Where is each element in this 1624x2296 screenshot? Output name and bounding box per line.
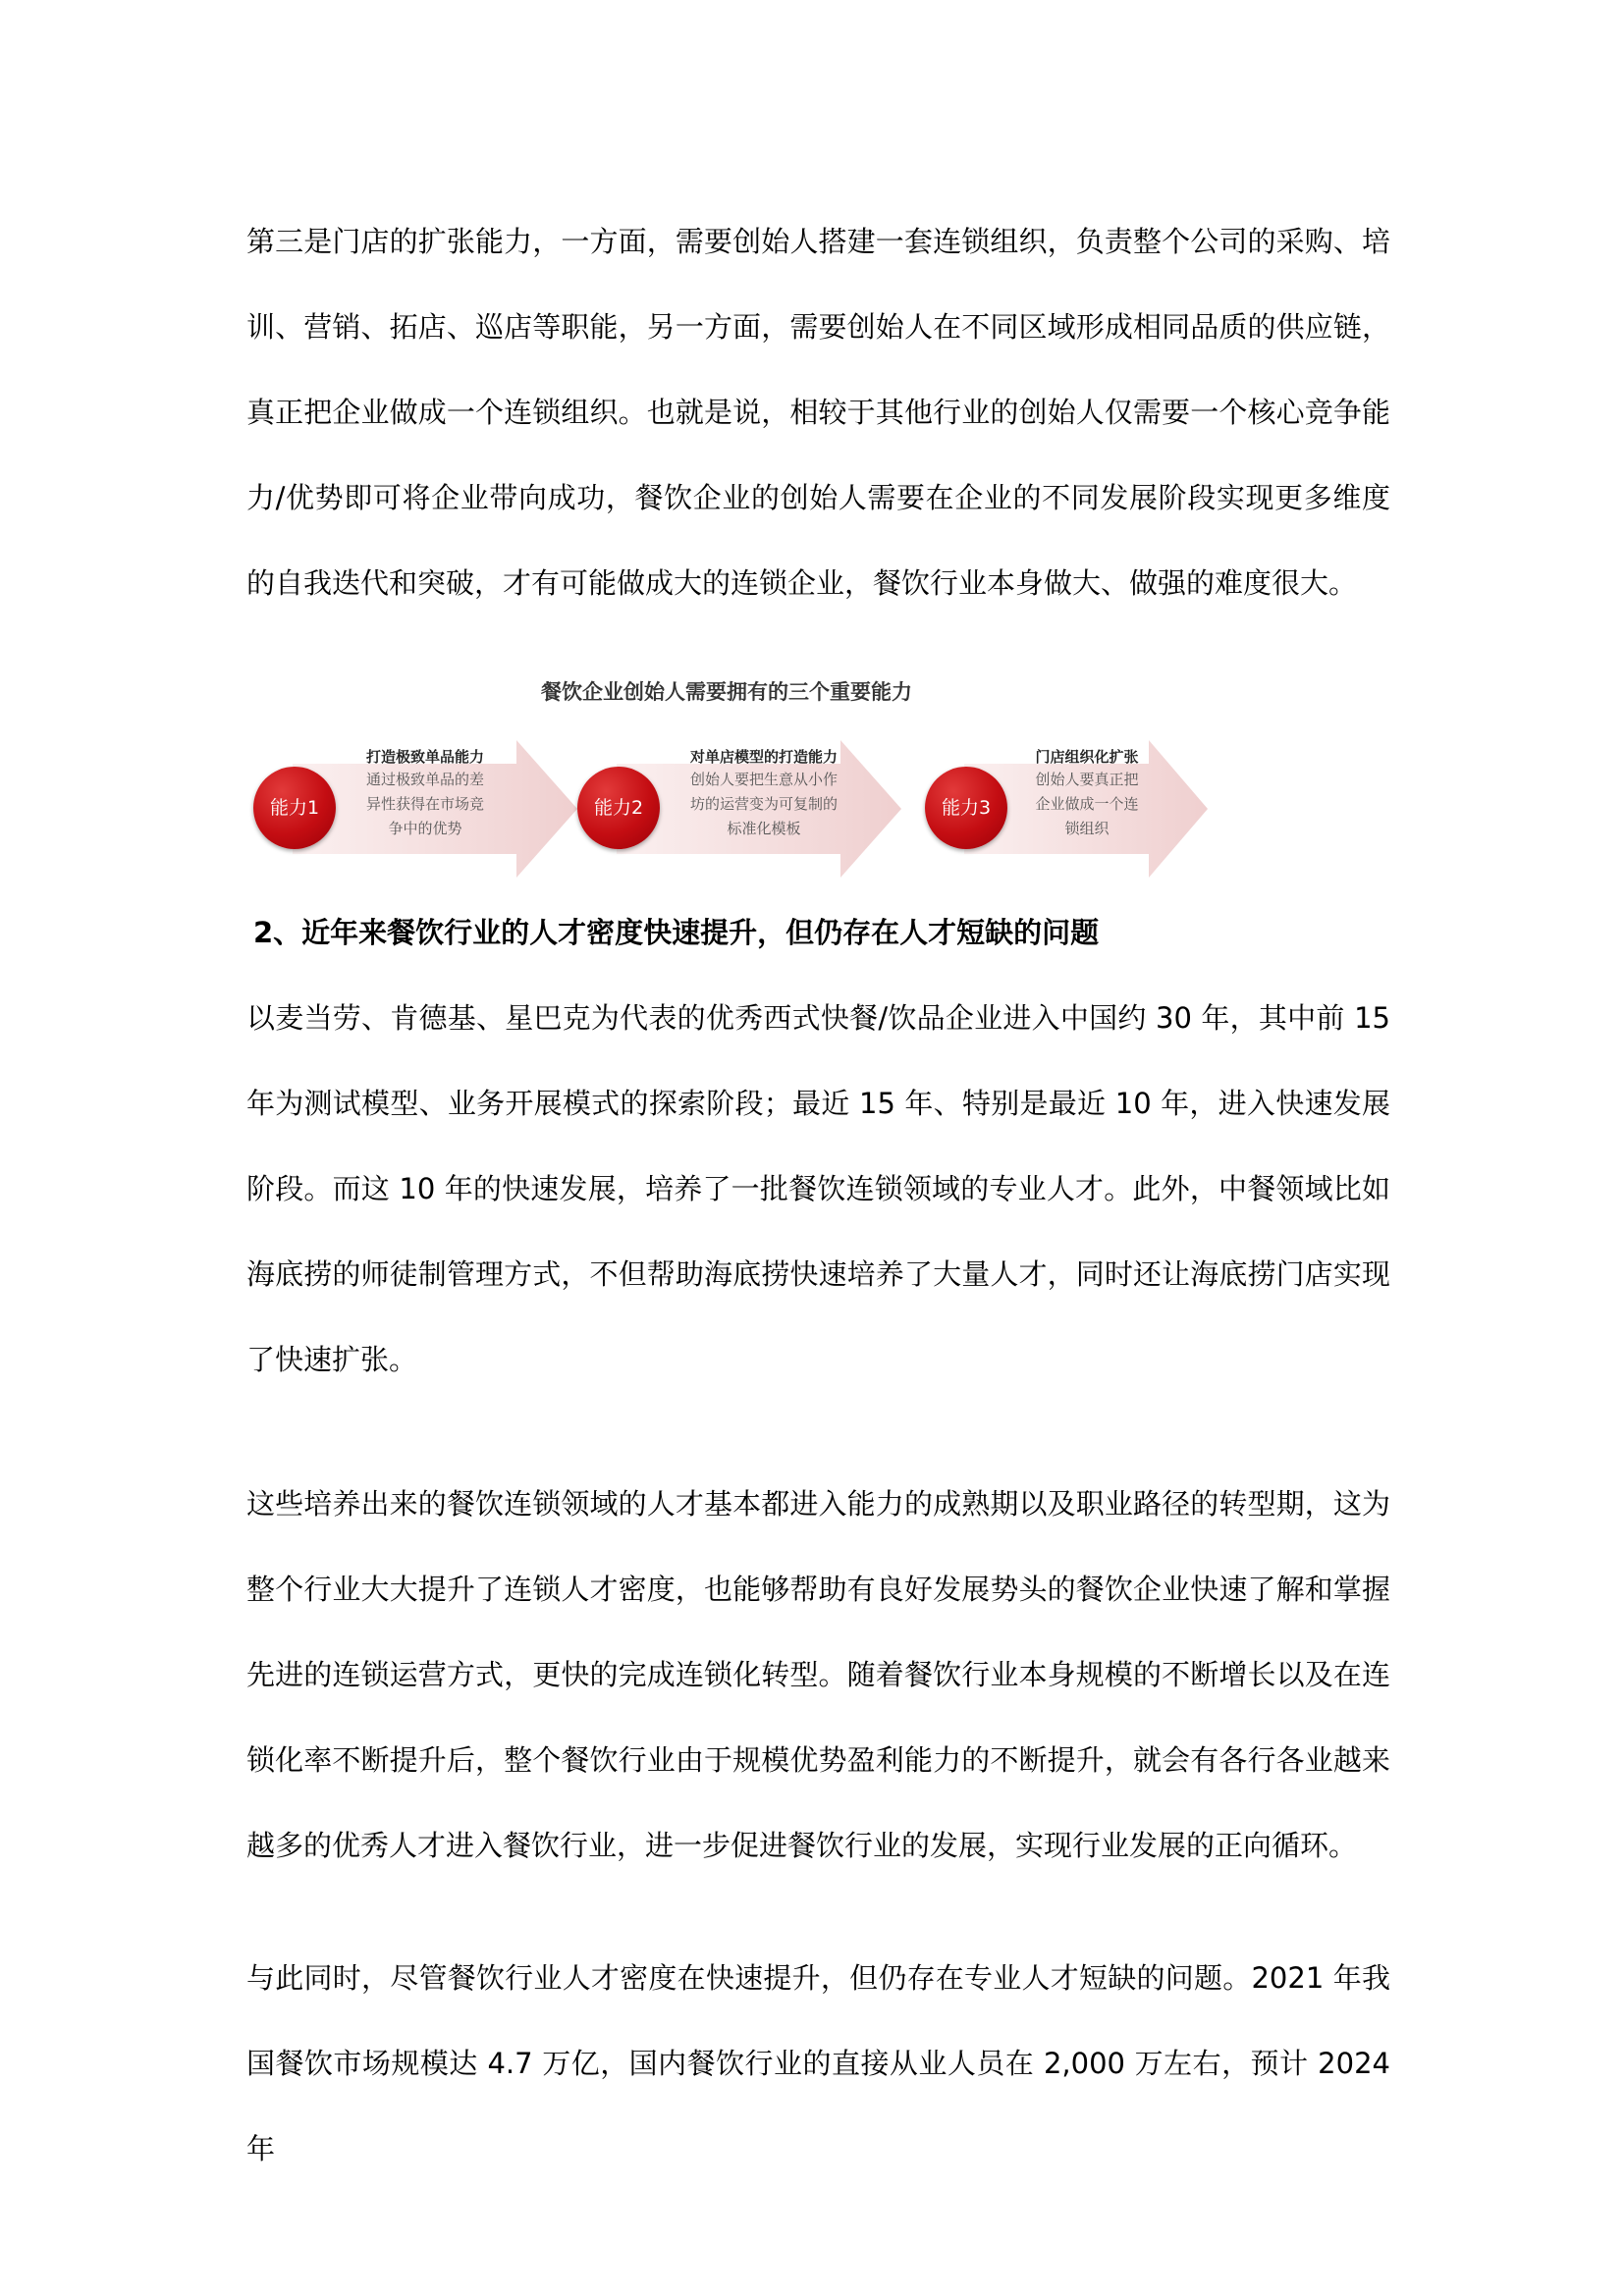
paragraph-talent-density: 这些培养出来的餐饮连锁领域的人才基本都进入能力的成熟期以及职业路径的转型期，这为整个行业大大提升了连锁人才密度，也能够帮助有良好发展势头的餐饮企业快速了解和掌握先进的连锁运营方式，更快的完成连锁化转型。随着餐饮行业本身规模的不断增长以及在连锁化率不断提升后，整个餐饮行业由于规模优势盈利能力的不断提升，就会有各行各业越来越多的优秀人才进入餐饮行业，进一步促进餐饮行业的发展，实现行业发展的正向循环。 [246,1487,1390,1862]
capability-title: 打造极致单品能力 [365,748,484,766]
capability-desc-line: 创始人要把生意从小作 [689,771,838,788]
capability-title: 对单店模型的打造能力 [689,748,838,766]
figure-title: 餐饮企业创始人需要拥有的三个重要能力 [541,680,912,704]
paragraph-store-expansion: 第三是门店的扩张能力，一方面，需要创始人搭建一套连锁组织，负责整个公司的采购、培训、营销、拓店、巡店等职能，另一方面，需要创始人在不同区域形成相同品质的供应链，真正把企业做成一个连锁组织。也就是说，相较于其他行业的创始人仅需要一个核心竞争能力/优势即可将企业带向成功，餐饮企业的创始人需要在企业的不同发展阶段实现更多维度的自我迭代和突破，才有可能做成大的连锁企业，餐饮行业本身做大、做强的难度很大。 [246,225,1390,600]
capability-title: 门店组织化扩张 [1035,748,1139,766]
capability-item-2 [577,736,901,881]
capability-badge: 能力3 [925,767,1007,849]
capability-desc-line: 通过极致单品的差 [365,771,484,788]
capability-desc-line: 创始人要真正把 [1035,771,1139,788]
capability-item-3 [925,736,1249,881]
section-heading: 2、近年来餐饮行业的人才密度快速提升，但仍存在人才短缺的问题 [253,916,1100,949]
capability-desc-line: 企业做成一个连 [1035,795,1139,813]
paragraph-talent-shortage: 与此同时，尽管餐饮行业人才密度在快速提升，但仍存在专业人才短缺的问题。2021 年我国餐饮市场规模达 4.7 万亿，国内餐饮行业的直接从业人员在 2,000 万左右，预计 2024 年 [246,1961,1390,2165]
capability-item-1 [253,736,577,881]
capability-desc-line: 标准化模板 [727,820,801,837]
capability-badge: 能力2 [577,767,660,849]
capability-desc-line: 异性获得在市场竞 [365,795,484,813]
paragraph-western-chains: 以麦当劳、肯德基、星巴克为代表的优秀西式快餐/饮品企业进入中国约 30 年，其中前 15 年为测试模型、业务开展模式的探索阶段；最近 15 年、特别是最近 10 年，进入快速发展阶段。而这 10 年的快速发展，培养了一批餐饮连锁领域的专业人才。此外，中餐领域比如海底捞的师徒制管理方式，不但帮助海底捞快速培养了大量人才，同时还让海底捞门店实现了快速扩张。 [246,1001,1390,1376]
capability-desc-line: 锁组织 [1064,820,1110,837]
capability-badge: 能力1 [253,767,336,849]
capability-desc-line: 争中的优势 [388,820,462,837]
capabilities-figure [245,667,1208,883]
capability-desc-line: 坊的运营变为可复制的 [689,795,838,813]
